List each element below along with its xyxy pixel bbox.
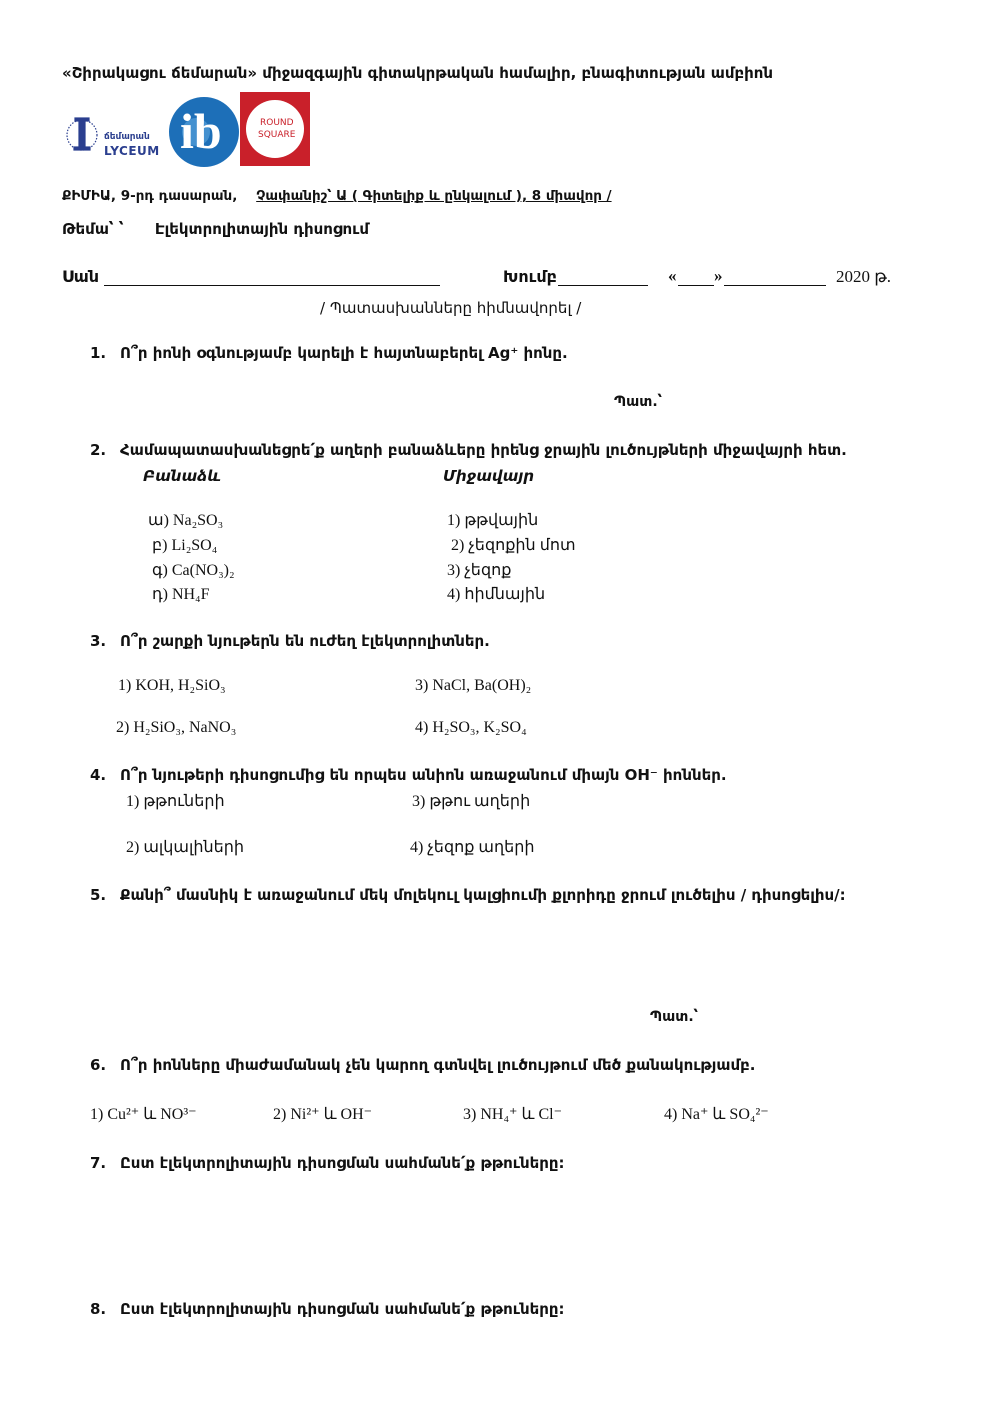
ib-logo bbox=[168, 96, 240, 168]
question-7 bbox=[90, 1154, 565, 1172]
lyceum-latin-text: LYCEUM bbox=[104, 144, 160, 158]
day-field[interactable] bbox=[678, 285, 714, 286]
instruction-note: / Պատասխանները հիմնավորել / bbox=[320, 299, 582, 317]
topic-line bbox=[62, 220, 369, 238]
group-label: Խումբ bbox=[503, 267, 557, 286]
q2-medium-1: 1) թթվային bbox=[447, 512, 539, 529]
question-number: 7. bbox=[90, 1154, 107, 1172]
question-number: 4. bbox=[90, 766, 107, 784]
lyceum-logo bbox=[64, 108, 164, 162]
answer-label-1: Պատ.՝ bbox=[614, 394, 663, 410]
question-text: Ըստ էլեկտրոլիտային դիսոցման սահմանե՛ք թթուները: bbox=[120, 1154, 565, 1172]
question-2 bbox=[90, 441, 847, 459]
question-8 bbox=[90, 1300, 565, 1318]
q4-option-3[interactable]: 3) թթու աղերի bbox=[412, 793, 531, 810]
criterion-label: Չափանիշ՝ Ա ( Գիտելիք և ընկալում ), 8 միավոր / bbox=[256, 188, 612, 204]
q6-option-4[interactable]: 4) Na⁺ և SO₄²⁻ bbox=[664, 1106, 769, 1123]
q2-formula-b: բ) Li₂SO₄ bbox=[152, 537, 218, 554]
date-close-quote: » bbox=[714, 266, 723, 285]
question-6 bbox=[90, 1056, 755, 1074]
topic-title: Էլեկտրոլիտային դիսոցում bbox=[154, 220, 369, 238]
question-number: 2. bbox=[90, 441, 107, 459]
q2-column-formula: Բանաձև bbox=[143, 467, 221, 485]
question-text: Ըստ էլեկտրոլիտային դիսոցման սահմանե՛ք թթուները: bbox=[120, 1300, 565, 1318]
question-text: Ո՞ր շարքի նյութերն են ուժեղ էլեկտրոլիտներ. bbox=[120, 632, 490, 650]
q3-option-3[interactable]: 3) NaCl, Ba(OH)₂ bbox=[415, 677, 532, 694]
group-field[interactable] bbox=[558, 285, 648, 286]
question-number: 1. bbox=[90, 344, 107, 362]
q3-option-4[interactable]: 4) H₂SO₃, K₂SO₄ bbox=[415, 719, 527, 736]
q4-option-4[interactable]: 4) չեզոք աղերի bbox=[410, 839, 535, 856]
q3-option-2[interactable]: 2) H₂SiO₃, NaNO₃ bbox=[116, 719, 237, 736]
question-4 bbox=[90, 766, 727, 784]
q6-option-2[interactable]: 2) Ni²⁺ և OH⁻ bbox=[273, 1106, 373, 1123]
q3-option-1[interactable]: 1) KOH, H₂SiO₃ bbox=[118, 677, 226, 694]
name-field[interactable] bbox=[104, 285, 440, 286]
question-number: 3. bbox=[90, 632, 107, 650]
year-label: 2020 թ. bbox=[836, 267, 892, 286]
q2-formula-d: դ) NH₄F bbox=[152, 586, 210, 603]
round-square-text-1: ROUND bbox=[260, 118, 294, 128]
course-label: ՔԻՄԻԱ, 9-րդ դասարան, bbox=[62, 188, 238, 204]
q2-medium-3: 3) չեզոք bbox=[447, 562, 512, 579]
round-square-text-2: SQUARE bbox=[258, 130, 296, 140]
q2-formula-c: գ) Ca(NO₃)₂ bbox=[152, 562, 235, 579]
name-label: Սան bbox=[62, 267, 99, 286]
question-number: 6. bbox=[90, 1056, 107, 1074]
question-1 bbox=[90, 344, 568, 362]
question-text: Քանի՞ մասնիկ է առաջանում մեկ մոլեկուլ կալցիումի քլորիդը ջրում լուծելիս / դիսոցելիս/: bbox=[120, 886, 846, 904]
lyceum-armenian-text: ճեմարան bbox=[104, 132, 150, 142]
q6-option-1[interactable]: 1) Cu²⁺ և NO³⁻ bbox=[90, 1106, 197, 1123]
question-text: Ո՞ր նյութերի դիսոցումից են որպես անիոն առաջանում միայն OH⁻ իոններ. bbox=[120, 766, 727, 784]
q4-option-2[interactable]: 2) ալկալիների bbox=[126, 839, 245, 856]
question-text: Համապատասխանեցրե՛ք աղերի բանաձևերը իրենց ջրային լուծույթների միջավայրի հետ. bbox=[120, 441, 847, 459]
q6-option-3[interactable]: 3) NH₄⁺ և Cl⁻ bbox=[463, 1106, 563, 1123]
course-info bbox=[62, 188, 612, 204]
q2-column-medium: Միջավայր bbox=[443, 467, 535, 485]
question-number: 8. bbox=[90, 1300, 107, 1318]
page-header: «Շիրակացու ճեմարան» միջազգային գիտակրթական համալիր, բնագիտության ամբիոն bbox=[62, 64, 774, 82]
question-text: Ո՞ր իոնի օգնությամբ կարելի է հայտնաբերել Ag⁺ իոնը. bbox=[120, 344, 568, 362]
ib-logo-text: ib bbox=[180, 103, 222, 159]
question-5 bbox=[90, 886, 846, 904]
q2-formula-a: ա) Na₂SO₃ bbox=[148, 512, 224, 529]
q4-option-1[interactable]: 1) թթուների bbox=[126, 793, 225, 810]
answer-label-5: Պատ.՝ bbox=[650, 1009, 699, 1025]
topic-label: Թեմա՝ ՝ bbox=[62, 220, 124, 238]
q2-medium-2: 2) չեզոքին մոտ bbox=[451, 537, 576, 554]
question-number: 5. bbox=[90, 886, 107, 904]
month-field[interactable] bbox=[724, 285, 826, 286]
question-text: Ո՞ր իոնները միաժամանակ չեն կարող գտնվել լուծույթում մեծ քանակությամբ. bbox=[120, 1056, 756, 1074]
round-square-logo bbox=[240, 92, 310, 166]
question-3 bbox=[90, 632, 490, 650]
date-open-quote: « bbox=[668, 266, 677, 285]
q2-medium-4: 4) հիմնային bbox=[447, 586, 546, 603]
